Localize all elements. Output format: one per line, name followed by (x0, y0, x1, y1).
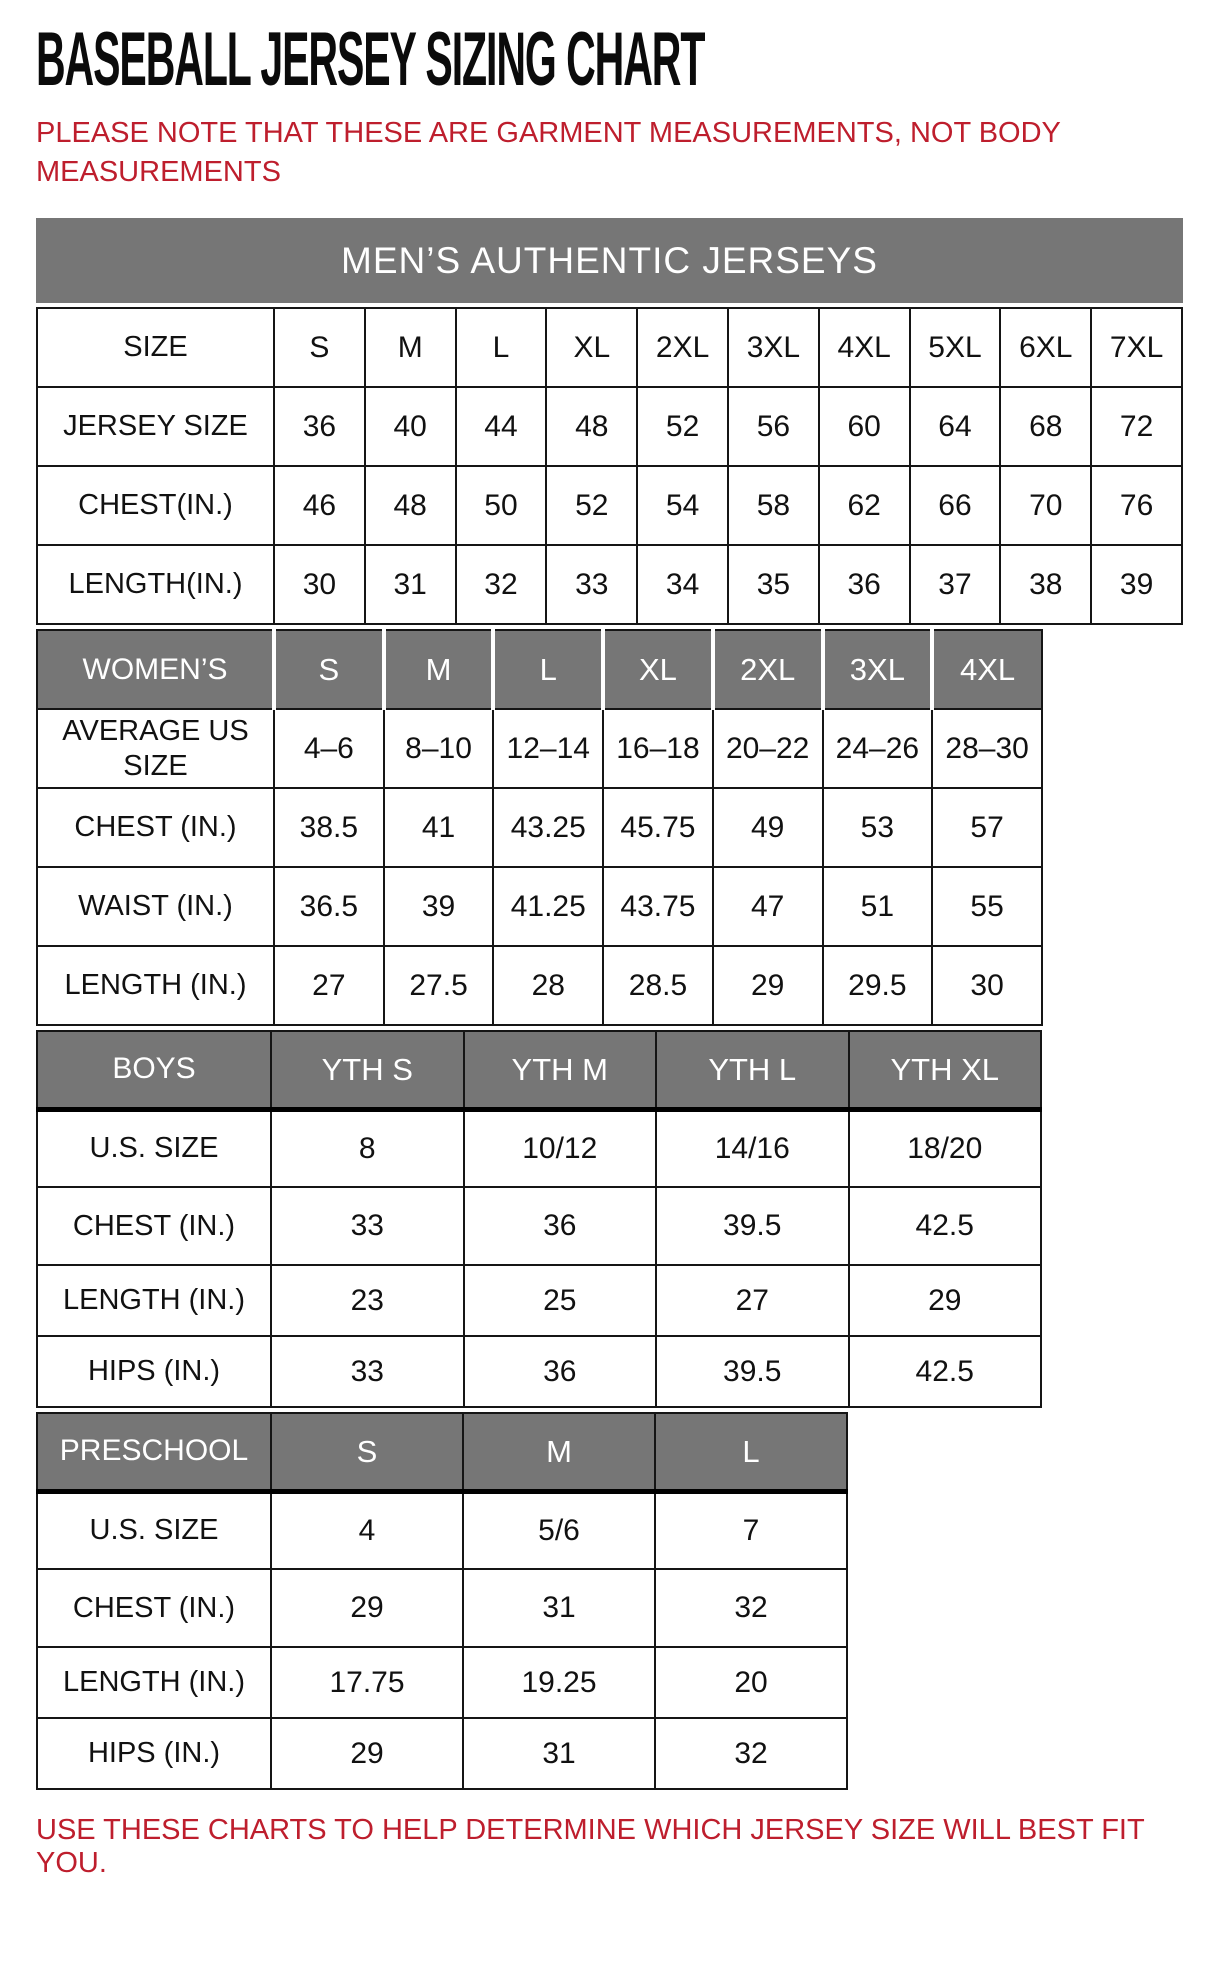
size-value-cell: 25 (464, 1265, 657, 1336)
table-row (37, 1569, 847, 1647)
row-label: U.S. SIZE (37, 1109, 271, 1187)
row-label: LENGTH (IN.) (37, 1647, 271, 1718)
size-value-cell: 38.5 (274, 788, 384, 867)
size-value-cell: 41 (384, 788, 494, 867)
size-value-cell: 24–26 (823, 709, 933, 788)
table-row (37, 946, 1042, 1025)
size-value-cell: 31 (463, 1569, 655, 1647)
garment-measurement-note: PLEASE NOTE THAT THESE ARE GARMENT MEASUREMENTS, NOT BODY MEASUREMENTS (36, 117, 1061, 188)
size-value-cell: 55 (932, 867, 1042, 946)
table-row (37, 1718, 847, 1789)
size-value-cell: 35 (728, 545, 819, 624)
row-label: LENGTH (IN.) (37, 946, 274, 1025)
size-value-cell: 68 (1000, 387, 1091, 466)
size-value-cell: 10/12 (464, 1109, 657, 1187)
size-value-cell: 36 (274, 387, 365, 466)
size-value-cell: 56 (728, 387, 819, 466)
size-value-cell: 43.25 (493, 788, 603, 867)
size-value-cell: 36 (819, 545, 910, 624)
size-value-cell: 4XL (932, 630, 1042, 709)
size-value-cell: 29 (849, 1265, 1042, 1336)
size-value-cell: XL (546, 308, 637, 387)
size-value-cell: 18/20 (849, 1109, 1042, 1187)
size-value-cell: 27 (656, 1265, 849, 1336)
size-value-cell: 32 (655, 1718, 847, 1789)
mens-sizing-table (36, 307, 1183, 625)
page-title: BASEBALL JERSEY SIZING CHART (36, 17, 705, 102)
size-value-cell: XL (603, 630, 713, 709)
size-value-cell: 30 (274, 545, 365, 624)
size-value-cell: YTH S (271, 1031, 464, 1109)
row-label: CHEST (IN.) (37, 1187, 271, 1265)
size-value-cell: 44 (456, 387, 547, 466)
row-label: HIPS (IN.) (37, 1718, 271, 1789)
size-value-cell: 29 (713, 946, 823, 1025)
size-value-cell: S (271, 1413, 463, 1491)
row-label: U.S. SIZE (37, 1491, 271, 1569)
size-value-cell: 4–6 (274, 709, 384, 788)
table-row (37, 788, 1042, 867)
size-value-cell: 42.5 (849, 1187, 1042, 1265)
size-value-cell: 27.5 (384, 946, 494, 1025)
size-value-cell: 7XL (1091, 308, 1182, 387)
size-value-cell: L (493, 630, 603, 709)
size-value-cell: 36 (464, 1336, 657, 1407)
row-label: JERSEY SIZE (37, 387, 274, 466)
size-value-cell: YTH M (464, 1031, 657, 1109)
size-value-cell: 27 (274, 946, 384, 1025)
size-value-cell: 57 (932, 788, 1042, 867)
size-value-cell: 39.5 (656, 1336, 849, 1407)
size-value-cell: 45.75 (603, 788, 713, 867)
size-value-cell: 39 (1091, 545, 1182, 624)
size-value-cell: 20 (655, 1647, 847, 1718)
table-row (37, 867, 1042, 946)
size-value-cell: 8 (271, 1109, 464, 1187)
size-header-row (37, 1413, 847, 1491)
size-value-cell: 64 (910, 387, 1001, 466)
size-value-cell: 20–22 (713, 709, 823, 788)
size-value-cell: 58 (728, 466, 819, 545)
size-value-cell: S (274, 308, 365, 387)
row-label: SIZE (37, 308, 274, 387)
row-label: HIPS (IN.) (37, 1336, 271, 1407)
size-value-cell: 7 (655, 1491, 847, 1569)
size-value-cell: 43.75 (603, 867, 713, 946)
row-label: AVERAGE US SIZE (37, 709, 274, 788)
size-value-cell: 52 (546, 466, 637, 545)
size-value-cell: 37 (910, 545, 1001, 624)
size-value-cell: M (384, 630, 494, 709)
size-value-cell: 29.5 (823, 946, 933, 1025)
size-value-cell: 17.75 (271, 1647, 463, 1718)
row-label: WAIST (IN.) (37, 867, 274, 946)
size-value-cell: 49 (713, 788, 823, 867)
boys-sizing-table (36, 1030, 1042, 1408)
size-value-cell: 12–14 (493, 709, 603, 788)
size-value-cell: 2XL (637, 308, 728, 387)
row-label: CHEST (IN.) (37, 788, 274, 867)
size-value-cell: 40 (365, 387, 456, 466)
size-value-cell: 2XL (713, 630, 823, 709)
size-value-cell: 33 (546, 545, 637, 624)
size-value-cell: 23 (271, 1265, 464, 1336)
size-value-cell: 70 (1000, 466, 1091, 545)
size-value-cell: 48 (546, 387, 637, 466)
size-value-cell: 19.25 (463, 1647, 655, 1718)
size-value-cell: M (365, 308, 456, 387)
size-value-cell: 16–18 (603, 709, 713, 788)
size-value-cell: 72 (1091, 387, 1182, 466)
size-value-cell: 4XL (819, 308, 910, 387)
size-value-cell: YTH L (656, 1031, 849, 1109)
size-header-row (37, 630, 1042, 709)
size-value-cell: L (655, 1413, 847, 1491)
size-value-cell: 30 (932, 946, 1042, 1025)
size-value-cell: 29 (271, 1569, 463, 1647)
size-value-cell: 31 (365, 545, 456, 624)
table-row (37, 1109, 1041, 1187)
size-value-cell: 66 (910, 466, 1001, 545)
size-value-cell: 29 (271, 1718, 463, 1789)
size-value-cell: 48 (365, 466, 456, 545)
size-value-cell: M (463, 1413, 655, 1491)
size-value-cell: 42.5 (849, 1336, 1042, 1407)
size-value-cell: 47 (713, 867, 823, 946)
size-value-cell: 5/6 (463, 1491, 655, 1569)
size-value-cell: 8–10 (384, 709, 494, 788)
size-value-cell: 53 (823, 788, 933, 867)
size-value-cell: 5XL (910, 308, 1001, 387)
size-value-cell: 32 (456, 545, 547, 624)
size-value-cell: L (456, 308, 547, 387)
table-row (37, 1187, 1041, 1265)
size-value-cell: 31 (463, 1718, 655, 1789)
row-label: CHEST (IN.) (37, 1569, 271, 1647)
row-label: CHEST(IN.) (37, 466, 274, 545)
size-value-cell: 76 (1091, 466, 1182, 545)
size-value-cell: 38 (1000, 545, 1091, 624)
size-value-cell: 60 (819, 387, 910, 466)
table-row (37, 1647, 847, 1718)
size-value-cell: 34 (637, 545, 728, 624)
mens-authentic-jerseys-banner: MEN’S AUTHENTIC JERSEYS (36, 218, 1183, 303)
table-row (37, 545, 1182, 624)
size-value-cell: 62 (819, 466, 910, 545)
size-value-cell: 28–30 (932, 709, 1042, 788)
size-value-cell: 41.25 (493, 867, 603, 946)
size-value-cell: 52 (637, 387, 728, 466)
womens-sizing-table (36, 629, 1043, 1026)
size-value-cell: 36.5 (274, 867, 384, 946)
table-row (37, 466, 1182, 545)
size-value-cell: 50 (456, 466, 547, 545)
table-row (37, 1336, 1041, 1407)
size-value-cell: 6XL (1000, 308, 1091, 387)
row-label: PRESCHOOL (37, 1413, 271, 1491)
size-value-cell: 33 (271, 1187, 464, 1265)
size-value-cell: 28 (493, 946, 603, 1025)
size-value-cell: 32 (655, 1569, 847, 1647)
size-value-cell: 46 (274, 466, 365, 545)
table-row (37, 1265, 1041, 1336)
size-value-cell: S (274, 630, 384, 709)
size-value-cell: 3XL (728, 308, 819, 387)
size-value-cell: 39 (384, 867, 494, 946)
size-header-row (37, 308, 1182, 387)
row-label: BOYS (37, 1031, 271, 1109)
table-row (37, 387, 1182, 466)
footer-note: USE THESE CHARTS TO HELP DETERMINE WHICH JERSEY SIZE WILL BEST FIT YOU. (36, 1814, 1145, 1879)
size-value-cell: 39.5 (656, 1187, 849, 1265)
size-value-cell: 14/16 (656, 1109, 849, 1187)
size-value-cell: 36 (464, 1187, 657, 1265)
size-header-row (37, 1031, 1041, 1109)
size-value-cell: 33 (271, 1336, 464, 1407)
table-row (37, 1491, 847, 1569)
row-label: LENGTH (IN.) (37, 1265, 271, 1336)
size-value-cell: 4 (271, 1491, 463, 1569)
preschool-sizing-table (36, 1412, 848, 1790)
size-value-cell: YTH XL (849, 1031, 1042, 1109)
table-row (37, 709, 1042, 788)
row-label: LENGTH(IN.) (37, 545, 274, 624)
row-label: WOMEN’S (37, 630, 274, 709)
size-value-cell: 28.5 (603, 946, 713, 1025)
size-value-cell: 54 (637, 466, 728, 545)
size-value-cell: 3XL (823, 630, 933, 709)
size-value-cell: 51 (823, 867, 933, 946)
